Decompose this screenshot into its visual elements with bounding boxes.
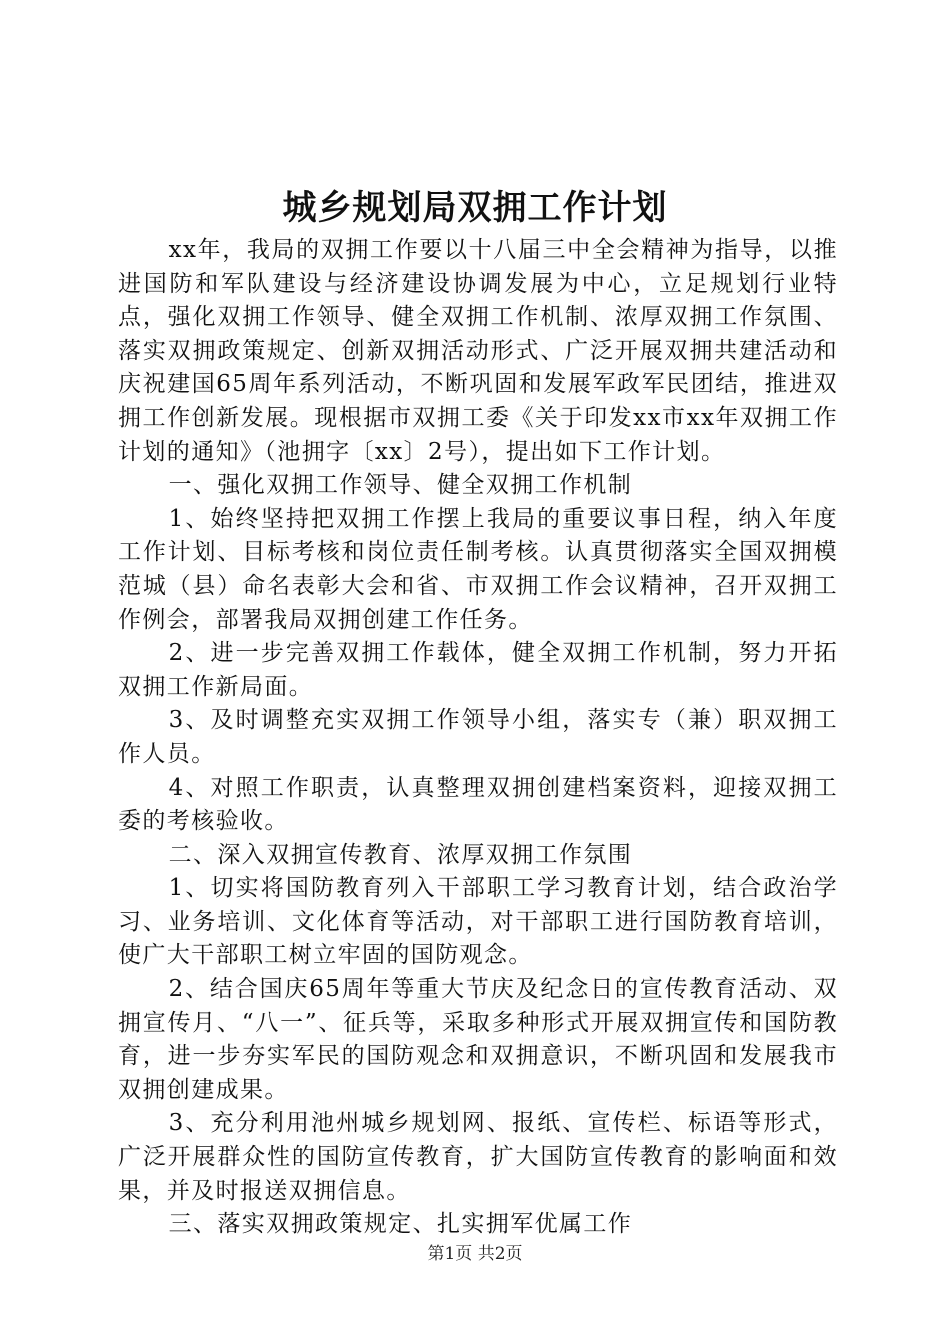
section-2-item-2: 2、结合国庆65周年等重大节庆及纪念日的宣传教育活动、双拥宣传月、“八一”、征兵等，采取多种形式开展双拥宣传和国防教育，进一步夯实军民的国防观念和双拥意识，不断巩固和发展我市双拥创建成果。 [118,976,838,1103]
section-1-item-1: 1、始终坚持把双拥工作摆上我局的重要议事日程，纳入年度工作计划、目标考核和岗位责任制考核。认真贯彻落实全国双拥模范城（县）命名表彰大会和省、市双拥工作会议精神，召开双拥工作例会，部署我局双拥创建工作任务。 [118,505,838,633]
section-2-item-1: 1、切实将国防教育列入干部职工学习教育计划，结合政治学习、业务培训、文化体育等活动，对干部职工进行国防教育培训，使广大干部职工树立牢固的国防观念。 [118,875,838,969]
section-1-item-2: 2、进一步完善双拥工作载体，健全双拥工作机制，努力开拓双拥工作新局面。 [118,640,838,700]
section-1-item-3: 3、及时调整充实双拥工作领导小组，落实专（兼）职双拥工作人员。 [118,707,838,767]
section-2-item-3: 3、充分利用池州城乡规划网、报纸、宣传栏、标语等形式，广泛开展群众性的国防宣传教育，扩大国防宣传教育的影响面和效果，并及时报送双拥信息。 [118,1110,838,1204]
document-title: 城乡规划局双拥工作计划 [282,188,668,228]
document-body [118,234,838,1242]
intro-paragraph: xx年，我局的双拥工作要以十八届三中全会精神为指导，以推进国防和军队建设与经济建设协调发展为中心，立足规划行业特点，强化双拥工作领导、健全双拥工作机制、浓厚双拥工作氛围、落实双拥政策规定、创新双拥活动形式、广泛开展双拥共建活动和庆祝建国65周年系列活动，不断巩固和发展军政军民团结，推进双拥工作创新发展。现根据市双拥工委《关于印发xx市xx年双拥工作计划的通知》（池拥字〔xx〕2号），提出如下工作计划。 [118,237,838,465]
section-heading-2: 二、深入双拥宣传教育、浓厚双拥工作氛围 [168,841,633,868]
section-heading-3: 三、落实双拥政策规定、扎实拥军优属工作 [168,1211,633,1238]
section-1-item-4: 4、对照工作职责，认真整理双拥创建档案资料，迎接双拥工委的考核验收。 [118,774,838,835]
page-number-footer: 第1页 共2页 [427,1244,523,1264]
section-heading-1: 一、强化双拥工作领导、健全双拥工作机制 [168,472,633,499]
